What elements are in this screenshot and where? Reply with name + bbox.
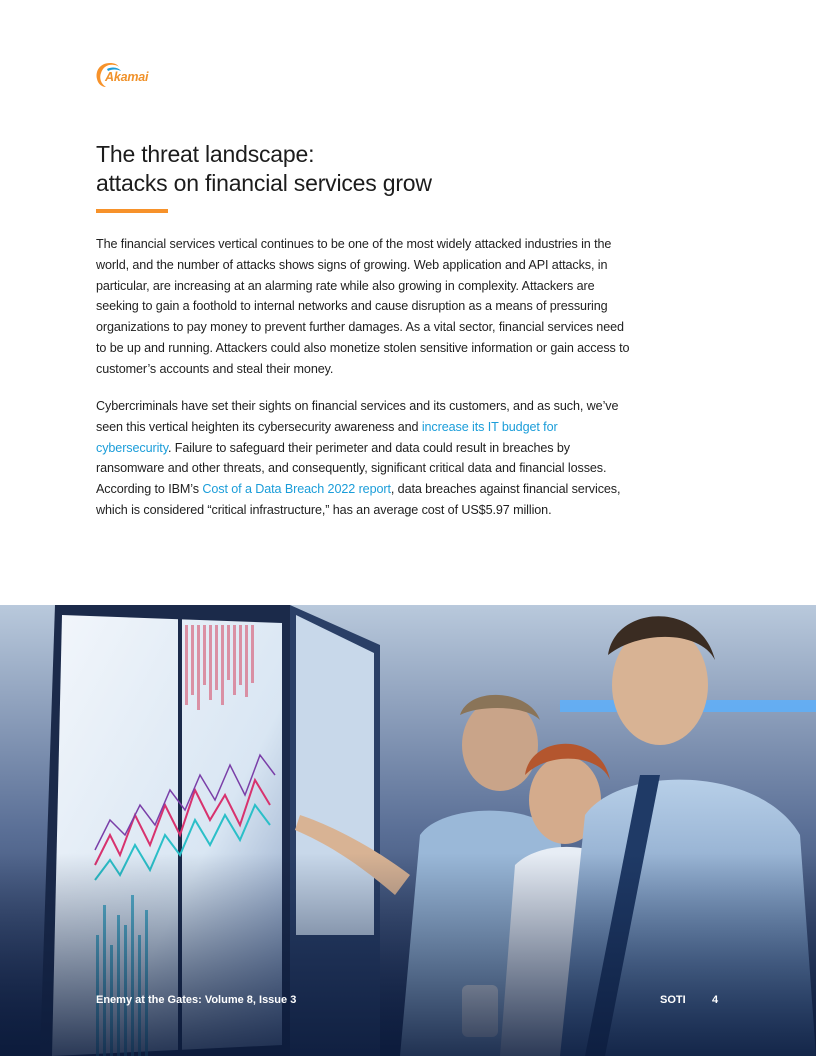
- page-number: 4: [712, 994, 719, 1006]
- footer-publication: Enemy at the Gates: Volume 8, Issue 3: [96, 994, 297, 1006]
- title-line-2: attacks on financial services grow: [96, 170, 432, 196]
- it-budget-link[interactable]: increase its IT budget for cybersecurity: [96, 419, 558, 455]
- analysts-at-monitor-wall-image: [0, 605, 816, 1056]
- footer-label: SOTI: [660, 994, 686, 1006]
- paragraph-2-text-b: . Failure to safeguard their perimeter and data could result in breaches by ransomware and other threats, and consequently, significant critical data and financial losses. According to IBM’s: [96, 440, 607, 497]
- paragraph-2-text-c: , data breaches against financial services, which is considered “critical infrastructure,” has an average cost of US$5.97 million.: [96, 482, 621, 517]
- title-accent-bar: [96, 209, 168, 213]
- paragraph-2-text-a: Cybercriminals have set their sights on financial services and its customers, and as such, we’ve seen this vertical heighten its cybersecurity awareness and: [96, 399, 619, 434]
- ibm-report-link[interactable]: Cost of a Data Breach 2022 report: [202, 482, 391, 497]
- akamai-logo: [94, 60, 164, 90]
- body-paragraph-2: [96, 396, 636, 521]
- brand-name: Akamai: [105, 70, 149, 84]
- body-paragraph-1: The financial services vertical continues to be one of the most widely attacked industries in the world, and the number of attacks shows signs of growing. Web application and API attacks, in particular, are increasing at an alarming rate while also growing in complexity. Attackers are seeking to gain a foothold to internal networks and cause disruption as a means of pressuring organizations to pay money to prevent further damages. As a vital sector, financial services need to be up and running. Attackers could also monetize stolen sensitive information or gain access to customer’s accounts and steal their money.: [96, 237, 630, 376]
- hero-photo: [0, 605, 816, 1056]
- title-line-1: The threat landscape:: [96, 141, 315, 167]
- page-title: [96, 140, 656, 198]
